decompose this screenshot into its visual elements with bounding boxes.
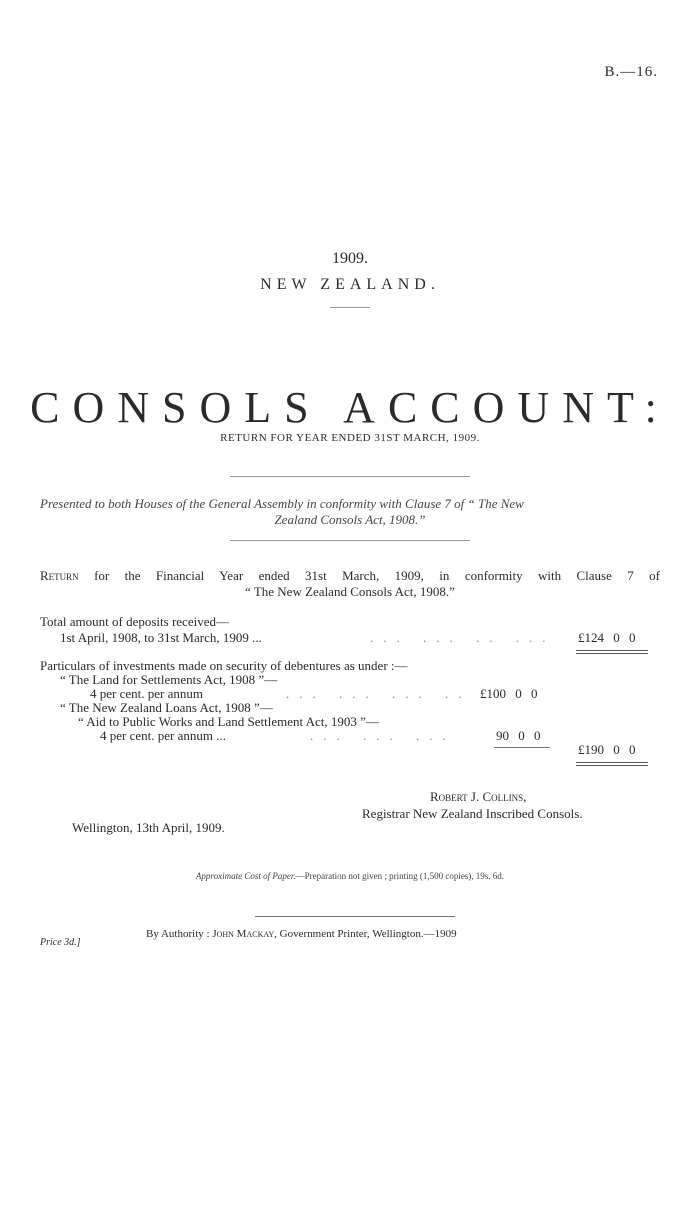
divider-rule [255, 916, 455, 917]
total-double-rule [576, 762, 648, 763]
authority-prefix: By Authority : [146, 928, 210, 940]
deposits-heading: Total amount of deposits received— [40, 614, 229, 629]
document-subtitle: RETURN FOR YEAR ENDED 31ST MARCH, 1909. [220, 432, 480, 444]
price-note: Price 3d.] [40, 937, 81, 948]
investment-act-loans: “ The New Zealand Loans Act, 1908 ”— [60, 700, 273, 715]
investment-amount-1: £100 0 0 [480, 686, 538, 701]
place-and-date: Wellington, 13th April, 1909. [72, 820, 225, 835]
divider-rule [330, 307, 370, 308]
document-title: CONSOLS ACCOUNT: [30, 383, 670, 432]
cost-of-paper-note [0, 871, 700, 881]
presented-line-1: Presented to both Houses of the General Assembly in conformity with Clause 7 of “ The New [40, 496, 524, 511]
deposits-period: 1st April, 1908, to 31st March, 1909 ... [60, 630, 262, 645]
investment-rate-1: 4 per cent. per annum [90, 686, 203, 701]
divider-rule [230, 540, 470, 541]
return-statement-line-1 [40, 568, 660, 584]
investment-leader-dots-1: ... ... ... .. [286, 686, 472, 701]
printer-authority-line [146, 928, 457, 940]
return-statement-line-2: “ The New Zealand Consols Act, 1908.” [245, 584, 455, 599]
return-statement-text: for the Financial Year ended 31st March, 1909, in conformity with Clause 7 of [94, 568, 660, 583]
subtotal-rule [494, 747, 550, 748]
investment-act-land-settlements: “ The Land for Settlements Act, 1908 ”— [60, 672, 278, 687]
investment-leader-dots-2: ... ... ... [310, 728, 456, 743]
return-lead-word: Return [40, 568, 79, 583]
total-double-rule [576, 653, 648, 654]
signatory-title: Registrar New Zealand Inscribed Consols. [362, 806, 583, 821]
investment-amount-2: 90 0 0 [496, 728, 541, 743]
investments-total: £190 0 0 [578, 742, 636, 757]
deposits-total: £124 0 0 [578, 630, 636, 645]
investment-sub-act-public-works: “ Aid to Public Works and Land Settlement Act, 1903 ”— [78, 714, 379, 729]
total-double-rule [576, 765, 648, 766]
investments-heading: Particulars of investments made on security of debentures as under :— [40, 658, 408, 673]
publication-year: 1909. [332, 250, 368, 267]
investment-rate-2: 4 per cent. per annum ... [100, 728, 226, 743]
cost-text: —Preparation not given ; printing (1,500 copies), 19s. 6d. [295, 871, 505, 881]
signatory-name: Robert J. Collins, [430, 789, 527, 804]
deposits-leader-dots: ... ... .. ... [370, 630, 556, 645]
authority-rest: Government Printer, Wellington.—1909 [279, 928, 457, 940]
document-reference: B.—16. [604, 64, 658, 80]
printer-name: John Mackay, [212, 928, 277, 940]
divider-rule [230, 476, 470, 477]
cost-label: Approximate Cost of Paper. [195, 871, 296, 881]
country-heading: NEW ZEALAND. [260, 276, 440, 293]
total-double-rule [576, 650, 648, 651]
presented-line-2: Zealand Consols Act, 1908.” [274, 512, 426, 527]
